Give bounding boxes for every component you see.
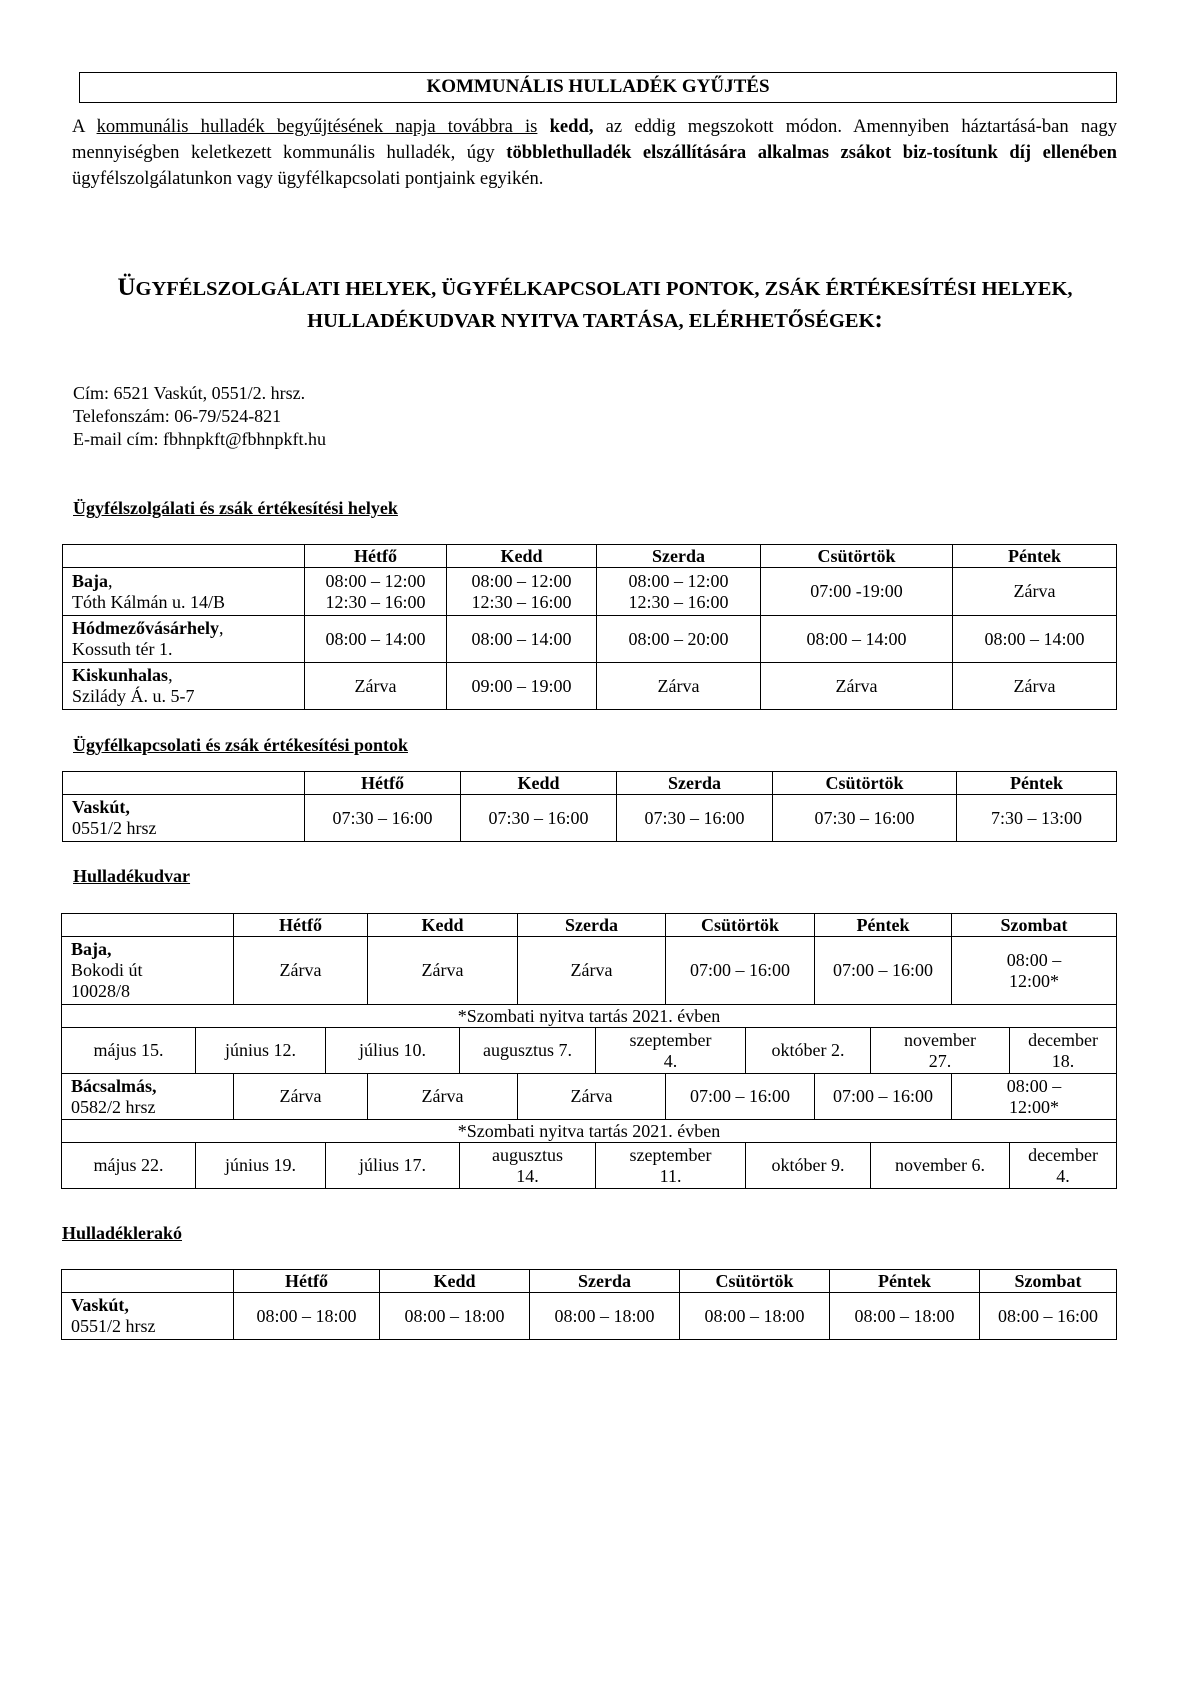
- location-address: Kossuth tér 1.: [72, 639, 173, 659]
- header-thursday: Csütörtök: [680, 1270, 830, 1293]
- waste-yard-table: [61, 913, 1117, 1189]
- date-line: 4.: [663, 1050, 678, 1071]
- date-line: 4.: [1056, 1165, 1070, 1186]
- section-heading-line2: [60, 306, 1130, 334]
- header-friday: Péntek: [830, 1270, 980, 1293]
- location-suffix: ,: [108, 570, 113, 591]
- date-cell: [871, 1143, 1010, 1189]
- date-line: november 6.: [895, 1155, 986, 1175]
- contact-phone: Telefonszám: 06-79/524-821: [73, 406, 282, 426]
- hours-cell: 08:00 – 18:00: [234, 1293, 380, 1340]
- section-heading-line1: [60, 274, 1130, 302]
- date-line: november: [904, 1029, 977, 1050]
- hours-cell: [305, 568, 447, 616]
- hours-line: 08:00 –: [1006, 1075, 1062, 1096]
- date-cell: [62, 1028, 196, 1074]
- location-suffix: ,: [168, 665, 173, 685]
- hours-cell: 07:00 – 16:00: [666, 937, 815, 1005]
- intro-text-1: A: [72, 116, 97, 137]
- corner-cell: [62, 1270, 234, 1293]
- date-cell: [326, 1028, 460, 1074]
- hours-am: 08:00 – 12:00: [325, 570, 426, 591]
- date-line: 14.: [516, 1165, 539, 1186]
- date-line: október 9.: [771, 1155, 845, 1175]
- header-thursday: Csütörtök: [761, 545, 953, 568]
- contact-address: Cím: 6521 Vaskút, 0551/2. hrsz.: [73, 383, 306, 403]
- header-monday: Hétfő: [305, 545, 447, 568]
- hours-cell: 07:30 – 16:00: [305, 795, 461, 842]
- corner-cell: [62, 914, 234, 937]
- table-row: [63, 568, 1117, 616]
- location-suffix: ,: [218, 618, 224, 638]
- header-friday: Péntek: [953, 545, 1117, 568]
- hours-cell: 08:00 – 18:00: [530, 1293, 680, 1340]
- hours-am: 08:00 – 12:00: [628, 570, 729, 591]
- hours-cell: Zárva: [368, 937, 518, 1005]
- intro-underlined: kommunális hulladék begyűjtésének napja továbbra is: [96, 116, 538, 137]
- header-tuesday: Kedd: [368, 914, 518, 937]
- hours-cell: 07:00 – 16:00: [815, 1074, 952, 1120]
- hours-cell: Zárva: [597, 663, 761, 710]
- hours-cell: 08:00 – 18:00: [380, 1293, 530, 1340]
- date-line: október 2.: [771, 1040, 845, 1060]
- corner-cell: [63, 545, 305, 568]
- hours-cell: Zárva: [953, 568, 1117, 616]
- date-cell: [326, 1143, 460, 1189]
- location-address: Bokodi út: [71, 960, 143, 980]
- intro-bold-offer: többlethulladék elszállítására alkalmas zsákot biz-tosítunk díj ellenében: [506, 142, 1117, 163]
- date-cell: [746, 1028, 871, 1074]
- date-line: május 22.: [93, 1155, 164, 1175]
- hours-cell: Zárva: [234, 937, 368, 1005]
- intro-paragraph: [72, 114, 1117, 192]
- location-address: Tóth Kálmán u. 14/B: [72, 591, 225, 612]
- hours-cell: 07:00 – 16:00: [666, 1074, 815, 1120]
- header-wednesday: Szerda: [518, 914, 666, 937]
- date-line: szeptember: [629, 1144, 712, 1165]
- hours-cell: 07:30 – 16:00: [617, 795, 773, 842]
- date-cell: [596, 1028, 746, 1074]
- hours-cell: Zárva: [305, 663, 447, 710]
- location-cell: [63, 616, 305, 663]
- hours-cell: 08:00 – 14:00: [953, 616, 1117, 663]
- corner-cell: [63, 772, 305, 795]
- location-address: Szilády Á. u. 5-7: [72, 686, 195, 706]
- location-address: 0551/2 hrsz: [72, 818, 157, 838]
- date-line: 27.: [928, 1050, 952, 1071]
- date-line: július 10.: [359, 1040, 427, 1060]
- contact-block: [73, 382, 326, 451]
- header-monday: Hétfő: [234, 914, 368, 937]
- date-cell: [196, 1028, 326, 1074]
- location-address: 0551/2 hrsz: [71, 1316, 156, 1336]
- date-cell: [746, 1143, 871, 1189]
- saturday-note: *Szombati nyitva tartás 2021. évben: [62, 1120, 1117, 1143]
- heading-colon: :: [874, 306, 883, 333]
- hours-cell: 07:00 -19:00: [761, 568, 953, 616]
- document-title: KOMMUNÁLIS HULLADÉK GYŰJTÉS: [79, 72, 1117, 103]
- hours-cell: [952, 1074, 1117, 1120]
- header-tuesday: Kedd: [447, 545, 597, 568]
- table-row: [62, 1293, 1117, 1340]
- intro-bold-day: kedd,: [549, 116, 594, 137]
- location-cell: [63, 568, 305, 616]
- header-saturday: Szombat: [952, 914, 1117, 937]
- date-cell: [871, 1028, 1010, 1074]
- date-cell: [62, 1143, 196, 1189]
- hours-cell: [952, 937, 1117, 1005]
- hours-cell: Zárva: [368, 1074, 518, 1120]
- location-address: 0582/2 hrsz: [71, 1096, 156, 1117]
- landfill-table: [61, 1269, 1117, 1340]
- location-city: Baja: [72, 570, 108, 591]
- date-cell: [596, 1143, 746, 1189]
- date-line: június 19.: [224, 1155, 296, 1175]
- dates-row: [62, 1143, 1117, 1189]
- location-address: 10028/8: [71, 981, 131, 1001]
- hours-cell: Zárva: [234, 1074, 368, 1120]
- hours-cell: 07:00 – 16:00: [815, 937, 952, 1005]
- date-line: szeptember: [629, 1029, 712, 1050]
- header-tuesday: Kedd: [380, 1270, 530, 1293]
- hours-cell: 7:30 – 13:00: [957, 795, 1117, 842]
- date-line: augusztus: [492, 1144, 564, 1165]
- hours-line: 08:00 –: [1006, 949, 1062, 970]
- date-line: július 17.: [359, 1155, 427, 1175]
- header-thursday: Csütörtök: [666, 914, 815, 937]
- section-waste-yard-title: Hulladékudvar: [73, 866, 191, 886]
- location-city: Bácsalmás,: [71, 1075, 157, 1096]
- header-friday: Péntek: [815, 914, 952, 937]
- header-thursday: Csütörtök: [773, 772, 957, 795]
- hours-cell: 08:00 – 14:00: [447, 616, 597, 663]
- date-cell: [460, 1143, 596, 1189]
- hours-cell: 07:30 – 16:00: [461, 795, 617, 842]
- section-landfill-title: Hulladéklerakó: [62, 1223, 183, 1243]
- date-line: május 15.: [93, 1040, 164, 1060]
- contact-email: E-mail cím: fbhnpkft@fbhnpkft.hu: [73, 429, 327, 449]
- header-monday: Hétfő: [305, 772, 461, 795]
- hours-cell: 08:00 – 18:00: [830, 1293, 980, 1340]
- date-cell: [1010, 1028, 1117, 1074]
- hours-cell: Zárva: [518, 1074, 666, 1120]
- date-cell: [1010, 1143, 1117, 1189]
- header-wednesday: Szerda: [530, 1270, 680, 1293]
- hours-cell: 07:30 – 16:00: [773, 795, 957, 842]
- heading-line2-text: HULLADÉKUDVAR NYITVA TARTÁSA, ELÉRHETŐSÉGEK: [307, 310, 875, 332]
- table-row: [62, 1074, 1117, 1120]
- date-line: augusztus 7.: [483, 1040, 573, 1060]
- hours-cell: Zárva: [518, 937, 666, 1005]
- location-city: Baja,: [71, 939, 112, 959]
- hours-cell: Zárva: [761, 663, 953, 710]
- location-city: Vaskút,: [71, 1295, 129, 1315]
- hours-cell: [447, 568, 597, 616]
- header-tuesday: Kedd: [461, 772, 617, 795]
- date-line: 18.: [1051, 1050, 1075, 1071]
- header-saturday: Szombat: [980, 1270, 1117, 1293]
- date-line: december: [1028, 1029, 1099, 1050]
- hours-cell: 09:00 – 19:00: [447, 663, 597, 710]
- hours-cell: 08:00 – 18:00: [680, 1293, 830, 1340]
- date-line: június 12.: [224, 1040, 296, 1060]
- hours-pm: 12:30 – 16:00: [628, 591, 729, 612]
- customer-service-table: [62, 544, 1117, 710]
- table-row: [62, 937, 1117, 1005]
- heading-line1-text: GYFÉLSZOLGÁLATI HELYEK, ÜGYFÉLKAPCSOLATI PONTOK, ZSÁK ÉRTÉKESÍTÉSI HELYEK,: [135, 278, 1073, 300]
- hours-line: 12:00*: [1009, 970, 1060, 991]
- section-contact-points-title: Ügyfélkapcsolati és zsák értékesítési pontok: [73, 735, 408, 755]
- hours-am: 08:00 – 12:00: [471, 570, 572, 591]
- header-friday: Péntek: [957, 772, 1117, 795]
- hours-cell: 08:00 – 20:00: [597, 616, 761, 663]
- hours-pm: 12:30 – 16:00: [325, 591, 426, 612]
- date-cell: [196, 1143, 326, 1189]
- intro-text-2: [537, 116, 549, 137]
- date-cell: [460, 1028, 596, 1074]
- location-cell: [62, 1293, 234, 1340]
- hours-line: 12:00*: [1009, 1096, 1060, 1117]
- hours-cell: [597, 568, 761, 616]
- header-wednesday: Szerda: [617, 772, 773, 795]
- hours-cell: 08:00 – 14:00: [761, 616, 953, 663]
- header-monday: Hétfő: [234, 1270, 380, 1293]
- location-city: Hódmezővásárhely: [72, 618, 219, 638]
- header-wednesday: Szerda: [597, 545, 761, 568]
- location-cell: [62, 937, 234, 1005]
- saturday-note: *Szombati nyitva tartás 2021. évben: [62, 1005, 1117, 1028]
- hours-cell: 08:00 – 14:00: [305, 616, 447, 663]
- hours-cell: Zárva: [953, 663, 1117, 710]
- contact-points-table: [62, 771, 1117, 842]
- hours-cell: 08:00 – 16:00: [980, 1293, 1117, 1340]
- table-row: [63, 616, 1117, 663]
- intro-text-4: ügyfélszolgálatunkon vagy ügyfélkapcsolati pontjaink egyikén.: [72, 168, 544, 189]
- date-line: december: [1028, 1144, 1099, 1165]
- dates-row: [62, 1028, 1117, 1074]
- location-cell: [62, 1074, 234, 1120]
- section-customer-service-title: Ügyfélszolgálati és zsák értékesítési helyek: [73, 498, 398, 518]
- intro-text-3: az eddig megszokott módon. Amennyiben háztartásá-ban nagy mennyiségben keletkezett kommunális hulladék, úgy: [72, 116, 1117, 163]
- location-cell: [63, 663, 305, 710]
- heading-initial: Ü: [117, 274, 136, 301]
- table-row: [63, 795, 1117, 842]
- location-city: Kiskunhalas: [72, 665, 169, 685]
- table-row: [63, 663, 1117, 710]
- location-cell: [63, 795, 305, 842]
- hours-pm: 12:30 – 16:00: [471, 591, 572, 612]
- date-line: 11.: [659, 1165, 682, 1186]
- location-city: Vaskút,: [72, 797, 130, 817]
